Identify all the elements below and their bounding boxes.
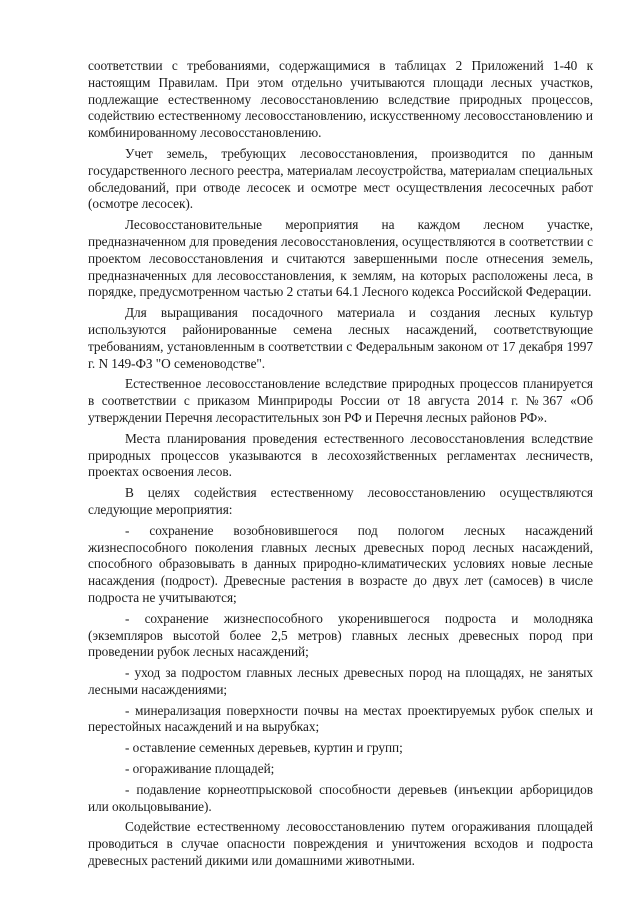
paragraph-fencing-assistance: Содействие естественному лесовосстановлению путем огораживания площадей проводиться в случае опасности повреждения и уничтожения всходов и подроста древесных растений дикими или домашними животными. [88,819,593,869]
paragraph-seed-material: Для выращивания посадочного материала и создания лесных культур используются районированные семена лесных насаждений, соответствующие требованиям, установленным в соответствии с Федеральным законом от 17 декабря 1997 г. N 149-ФЗ "О семеноводстве". [88,305,593,371]
paragraph-natural-reforestation: Естественное лесовосстановление вследствие природных процессов планируется в соответствии с приказом Минприроды России от 18 августа 2014 г. №367 «Об утверждении Перечня лесорастительных зон РФ и Перечня лесных районов РФ». [88,376,593,425]
list-item-seed-trees: - оставление семенных деревьев, куртин и групп; [125,740,403,756]
paragraph-planning-places: Места планирования проведения естественного лесовосстановления вследствие природных процессов указываются в лесохозяйственных регламентах лесничеств, проектах освоения лесов. [88,430,593,480]
list-item-soil-mineralization: - минерализация поверхности почвы на местах проектируемых рубок спелых и перестойных насаждений и на вырубках; [88,702,593,735]
paragraph-land-accounting: Учет земель, требующих лесовосстановления, производится по данным государственного лесного реестра, материалам лесоустройства, материалам специальных обследований, при отводе лесосек и осмотре мест осуществления лесосечных работ (осмотре лесосек). [88,145,593,212]
paragraph-requirements-continuation: соответствии с требованиями, содержащимися в таблицах 2 Приложений 1-40 к настоящим Правилам. При этом отдельно учитываются площади лесных участков, подлежащие естественному лесовосстановлению вследствие природных процессов, содействию естественному лесовосстановлению, искусственному лесовосстановлению и комбинированному лесовосстановлению. [88,58,593,141]
paragraph-assistance-intro: В целях содействия естественному лесовосстановлению осуществляются следующие мероприятия: [88,485,593,517]
list-item-fencing: - огораживание площадей; [125,761,275,777]
list-item-preserve-regrowth: - сохранение возобновившегося под пологом лесных насаждений жизнеспособного поколения главных лесных древесных пород лесных насаждений, способного образовывать в данных природно-климатических условиях новые лесные насаждения (подрост). Древесные растения в возрасте до двух лет (самосев) в числе подроста не учитываются; [88,522,593,605]
paragraph-reforestation-measures: Лесовосстановительные мероприятия на каждом лесном участке, предназначенном для проведения лесовосстановления, осуществляются в соответствии с проектом лесовосстановления и считаются завершенными после отнесения земель, предназначенных для лесовосстановления, к землям, на которых расположены леса, в порядке, предусмотренном частью 2 статьи 64.1 Лесного кодекса Российской Федерации. [88,217,593,300]
document-page [88,58,593,874]
list-item-care-regrowth: - уход за подростом главных лесных древесных пород на площадях, не занятых лесными насаждениями; [88,665,593,697]
list-item-preserve-young-growth: - сохранение жизнеспособного укоренившегося подроста и молодняка (экземпляров высотой более 2,5 метров) главных лесных древесных пород при проведении рубок лесных насаждений; [88,610,593,660]
list-item-root-suppression: - подавление корнеотпрысковой способности деревьев (инъекции арборицидов или окольцовывание). [88,781,593,814]
